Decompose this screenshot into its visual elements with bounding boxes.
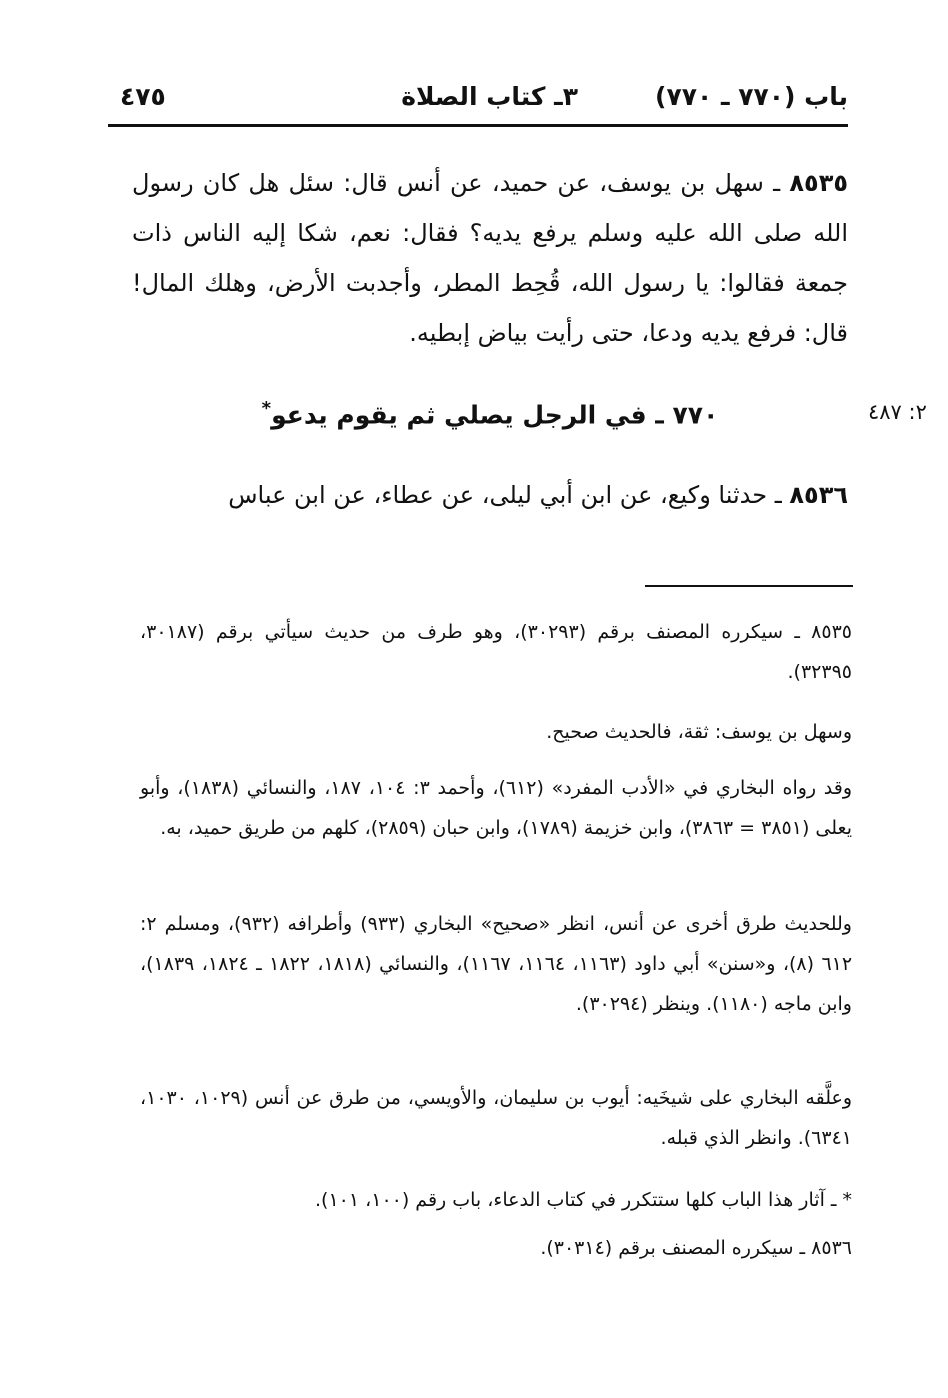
chapter-title: ٧٧٠ ـ في الرجل يصلي ثم يقوم يدعو [271, 400, 719, 430]
margin-reference: ٢: ٤٨٧ [868, 400, 927, 424]
footnote-8535-cross-ref: ٨٥٣٥ ـ سيكرره المصنف برقم (٣٠٢٩٣)، وهو طرف من حديث سيأتي برقم (٣٠١٨٧، ٣٢٣٩٥). [140, 621, 852, 683]
footnote-grading: وسهل بن يوسف: ثقة، فالحديث صحيح. [546, 721, 852, 743]
footnote-8536-cross-ref: ٨٥٣٦ ـ سيكرره المصنف برقم (٣٠٣١٤). [540, 1237, 852, 1259]
footnote-other-routes: وللحديث طرق أخرى عن أنس، انظر «صحيح» البخاري (٩٣٣) وأطرافه (٩٣٢)، ومسلم ٢: ٦١٢ (٨)، و«سنن» أبي داود (١١٦٣، ١١٦٤، ١١٦٧)، والنسائي (١٨١٨، ١٨٢٢ ـ ١٨٢٤، ١٨٣٩)، وابن ماجه (١١٨٠). وينظر (٣٠٢٩٤). [140, 913, 853, 1015]
header-rule [108, 124, 848, 127]
footnote-chapter-note: * ـ آثار هذا الباب كلها ستتكرر في كتاب الدعاء، باب رقم (١٠٠، ١٠١). [314, 1189, 852, 1211]
chapter-range: باب (٧٧٠ ـ ٧٧٠) [655, 82, 848, 111]
hadith-8536 [132, 470, 848, 520]
page-header [108, 82, 848, 122]
chapter-star: * [261, 398, 272, 419]
footnote-separator [645, 585, 853, 587]
hadith-number: ٨٥٣٥ [789, 169, 848, 197]
chapter-heading [132, 398, 848, 429]
footnote-bukhari-ta-liq: وعلَّقه البخاري على شيخَيه: أيوب بن سليمان، والأويسي، من طرق عن أنس (١٠٢٩، ١٠٣٠، ٦٣٤١). وانظر الذي قبله. [140, 1087, 852, 1149]
book-title: ٣ـ كتاب الصلاة [401, 82, 578, 111]
page-number: ٤٧٥ [120, 82, 166, 111]
hadith-8535 [132, 158, 848, 358]
hadith-number: ٨٥٣٦ [789, 481, 848, 509]
footnote-sources: وقد رواه البخاري في «الأدب المفرد» (٦١٢)، وأحمد ٣: ١٠٤، ١٨٧، والنسائي (١٨٣٨)، وأبو يعلى (٣٨٥١ = ٣٨٦٣)، وابن خزيمة (١٧٨٩)، وابن حبان (٢٨٥٩)، كلهم من طريق حميد، به. [140, 777, 852, 839]
hadith-text: ـ حدثنا وكيع، عن ابن أبي ليلى، عن عطاء، عن ابن عباس [228, 481, 782, 509]
hadith-text: ـ سهل بن يوسف، عن حميد، عن أنس قال: سئل هل كان رسول الله صلى الله عليه وسلم يرفع يديه؟ فقال: نعم، شكا إليه الناس ذات جمعة فقالوا: يا رسول الله، قُحِط المطر، وأجدبت الأرض، وهلك المال! قال: فرفع يديه ودعا، حتى رأيت بياض إبطيه. [132, 169, 848, 347]
